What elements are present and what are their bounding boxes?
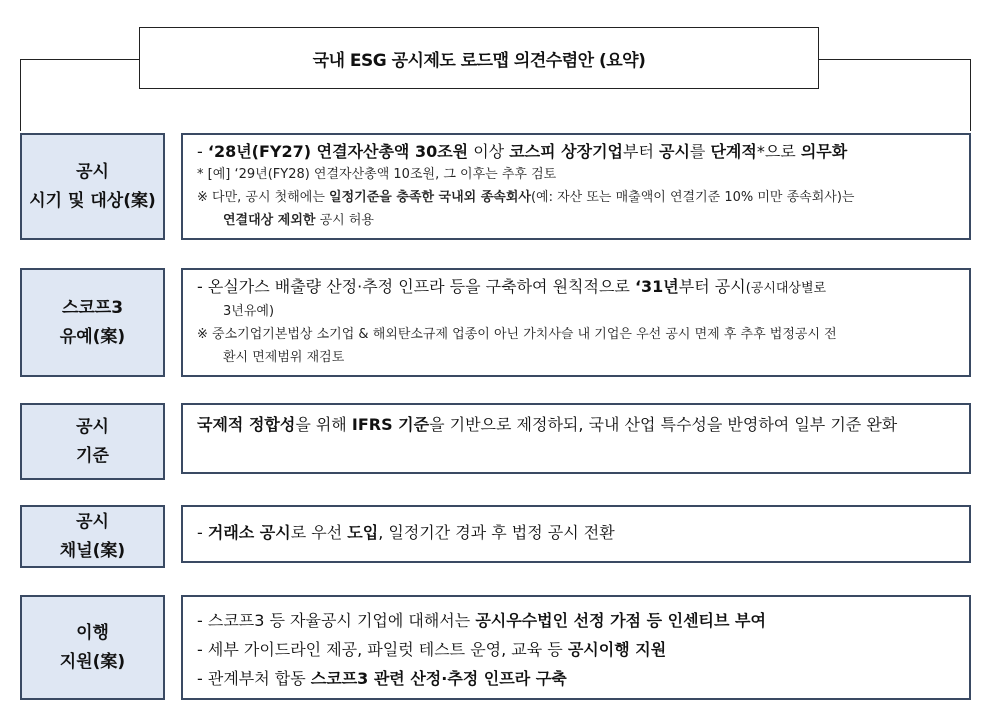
text: , 일정기간 경과 후 법정 공시 전환	[378, 523, 615, 542]
section-label-standard	[20, 403, 165, 480]
text: 환시 면제범위 재검토	[223, 350, 345, 365]
text: (공시대상별로	[745, 281, 827, 296]
text: 을 기반으로 제정하되, 국내 산업 특수성을 반영하여 일부 기준 완화	[429, 415, 898, 434]
bold-text: 일정기준을 충족한 국내외 종속회사	[329, 190, 531, 205]
section-label-scope3	[20, 268, 165, 377]
text: 3년유예)	[223, 304, 275, 319]
section-content-channel	[181, 505, 971, 563]
text: ※ 중소기업기본법상 소기업 & 해외탄소규제 업종이 아닌 가치사슬 내 기업은 우선 공시 면제 후 추후 법정공시 전	[197, 327, 837, 342]
bold-text: 도입	[347, 523, 379, 542]
section-label-line: 공시	[76, 511, 109, 532]
section-label-line: 기준	[76, 445, 109, 466]
bold-text: ‘31년	[634, 277, 679, 296]
content-line	[197, 635, 959, 664]
section-label-line: 공시	[76, 161, 109, 182]
section-content-timing	[181, 133, 971, 240]
bold-text: 공시	[658, 142, 690, 161]
text: *으로	[756, 142, 801, 161]
content-line	[197, 163, 959, 186]
text: - 세부 가이드라인 제공, 파일럿 테스트 운영, 교육 등	[197, 640, 568, 659]
text: 공시 허용	[315, 213, 374, 228]
content-line	[197, 300, 959, 323]
section-label-channel	[20, 505, 165, 568]
section-label-line: 공시	[76, 416, 109, 437]
text: - 스코프3 등 자율공시 기업에 대해서는	[197, 611, 476, 630]
content-line	[197, 275, 959, 300]
bold-text: ‘28년(FY27) 연결자산총액 30조원	[207, 142, 469, 161]
text: 를	[689, 142, 711, 161]
content-line	[197, 606, 959, 635]
content-line	[197, 413, 959, 436]
content-line	[197, 323, 959, 346]
section-label-line: 스코프3	[61, 297, 124, 318]
content-line	[197, 140, 959, 163]
text: 이상	[468, 142, 510, 161]
text: 부터	[622, 142, 659, 161]
text: - 관계부처 합동	[197, 669, 311, 688]
text: - 온실가스 배출량 산정·추정 인프라 등을 구축하여 원칙적으로	[197, 277, 635, 296]
content-line	[197, 346, 959, 369]
section-content-standard	[181, 403, 971, 474]
bold-text: 코스피 상장기업	[509, 142, 623, 161]
bold-text: 거래소 공시	[207, 523, 291, 542]
content-line	[197, 664, 959, 693]
bold-text: 공시우수법인 선정 가점 등 인센티브 부여	[475, 611, 766, 630]
text: * [예] ‘29년(FY28) 연결자산총액 10조원, 그 이후는 추후 검토	[197, 167, 557, 182]
section-label-line: 채널(案)	[59, 540, 126, 561]
section-content-support	[181, 595, 971, 700]
text: 부터 공시	[678, 277, 746, 296]
content-line	[197, 521, 959, 544]
page-title-text: 국내 ESG 공시제도 로드맵 의견수렴안 (요약)	[312, 50, 646, 71]
bold-text: IFRS 기준	[351, 415, 430, 434]
bold-text: 연결대상 제외한	[223, 213, 316, 228]
text: ※ 다만, 공시 첫해에는	[197, 190, 330, 205]
text: -	[197, 523, 208, 542]
section-label-line: 이행	[76, 622, 109, 643]
bold-text: 의무화	[800, 142, 848, 161]
section-label-line: 지원(案)	[59, 651, 126, 672]
bold-text: 국제적 정합성	[197, 415, 296, 434]
text: 로 우선	[290, 523, 348, 542]
text: -	[197, 142, 208, 161]
bold-text: 스코프3 관련 산정·추정 인프라 구축	[310, 669, 567, 688]
text: 을 위해	[295, 415, 352, 434]
content-line	[197, 186, 959, 209]
section-label-line: 유예(案)	[59, 326, 126, 347]
bold-text: 공시이행 지원	[567, 640, 667, 659]
section-content-scope3	[181, 268, 971, 377]
bold-text: 단계적	[710, 142, 757, 161]
section-label-line: 시기 및 대상(案)	[29, 190, 156, 211]
content-line	[197, 209, 959, 232]
page-title	[139, 27, 819, 89]
section-label-support	[20, 595, 165, 700]
section-label-timing	[20, 133, 165, 240]
text: (예: 자산 또는 매출액이 연결기준 10% 미만 종속회사)는	[530, 190, 855, 205]
